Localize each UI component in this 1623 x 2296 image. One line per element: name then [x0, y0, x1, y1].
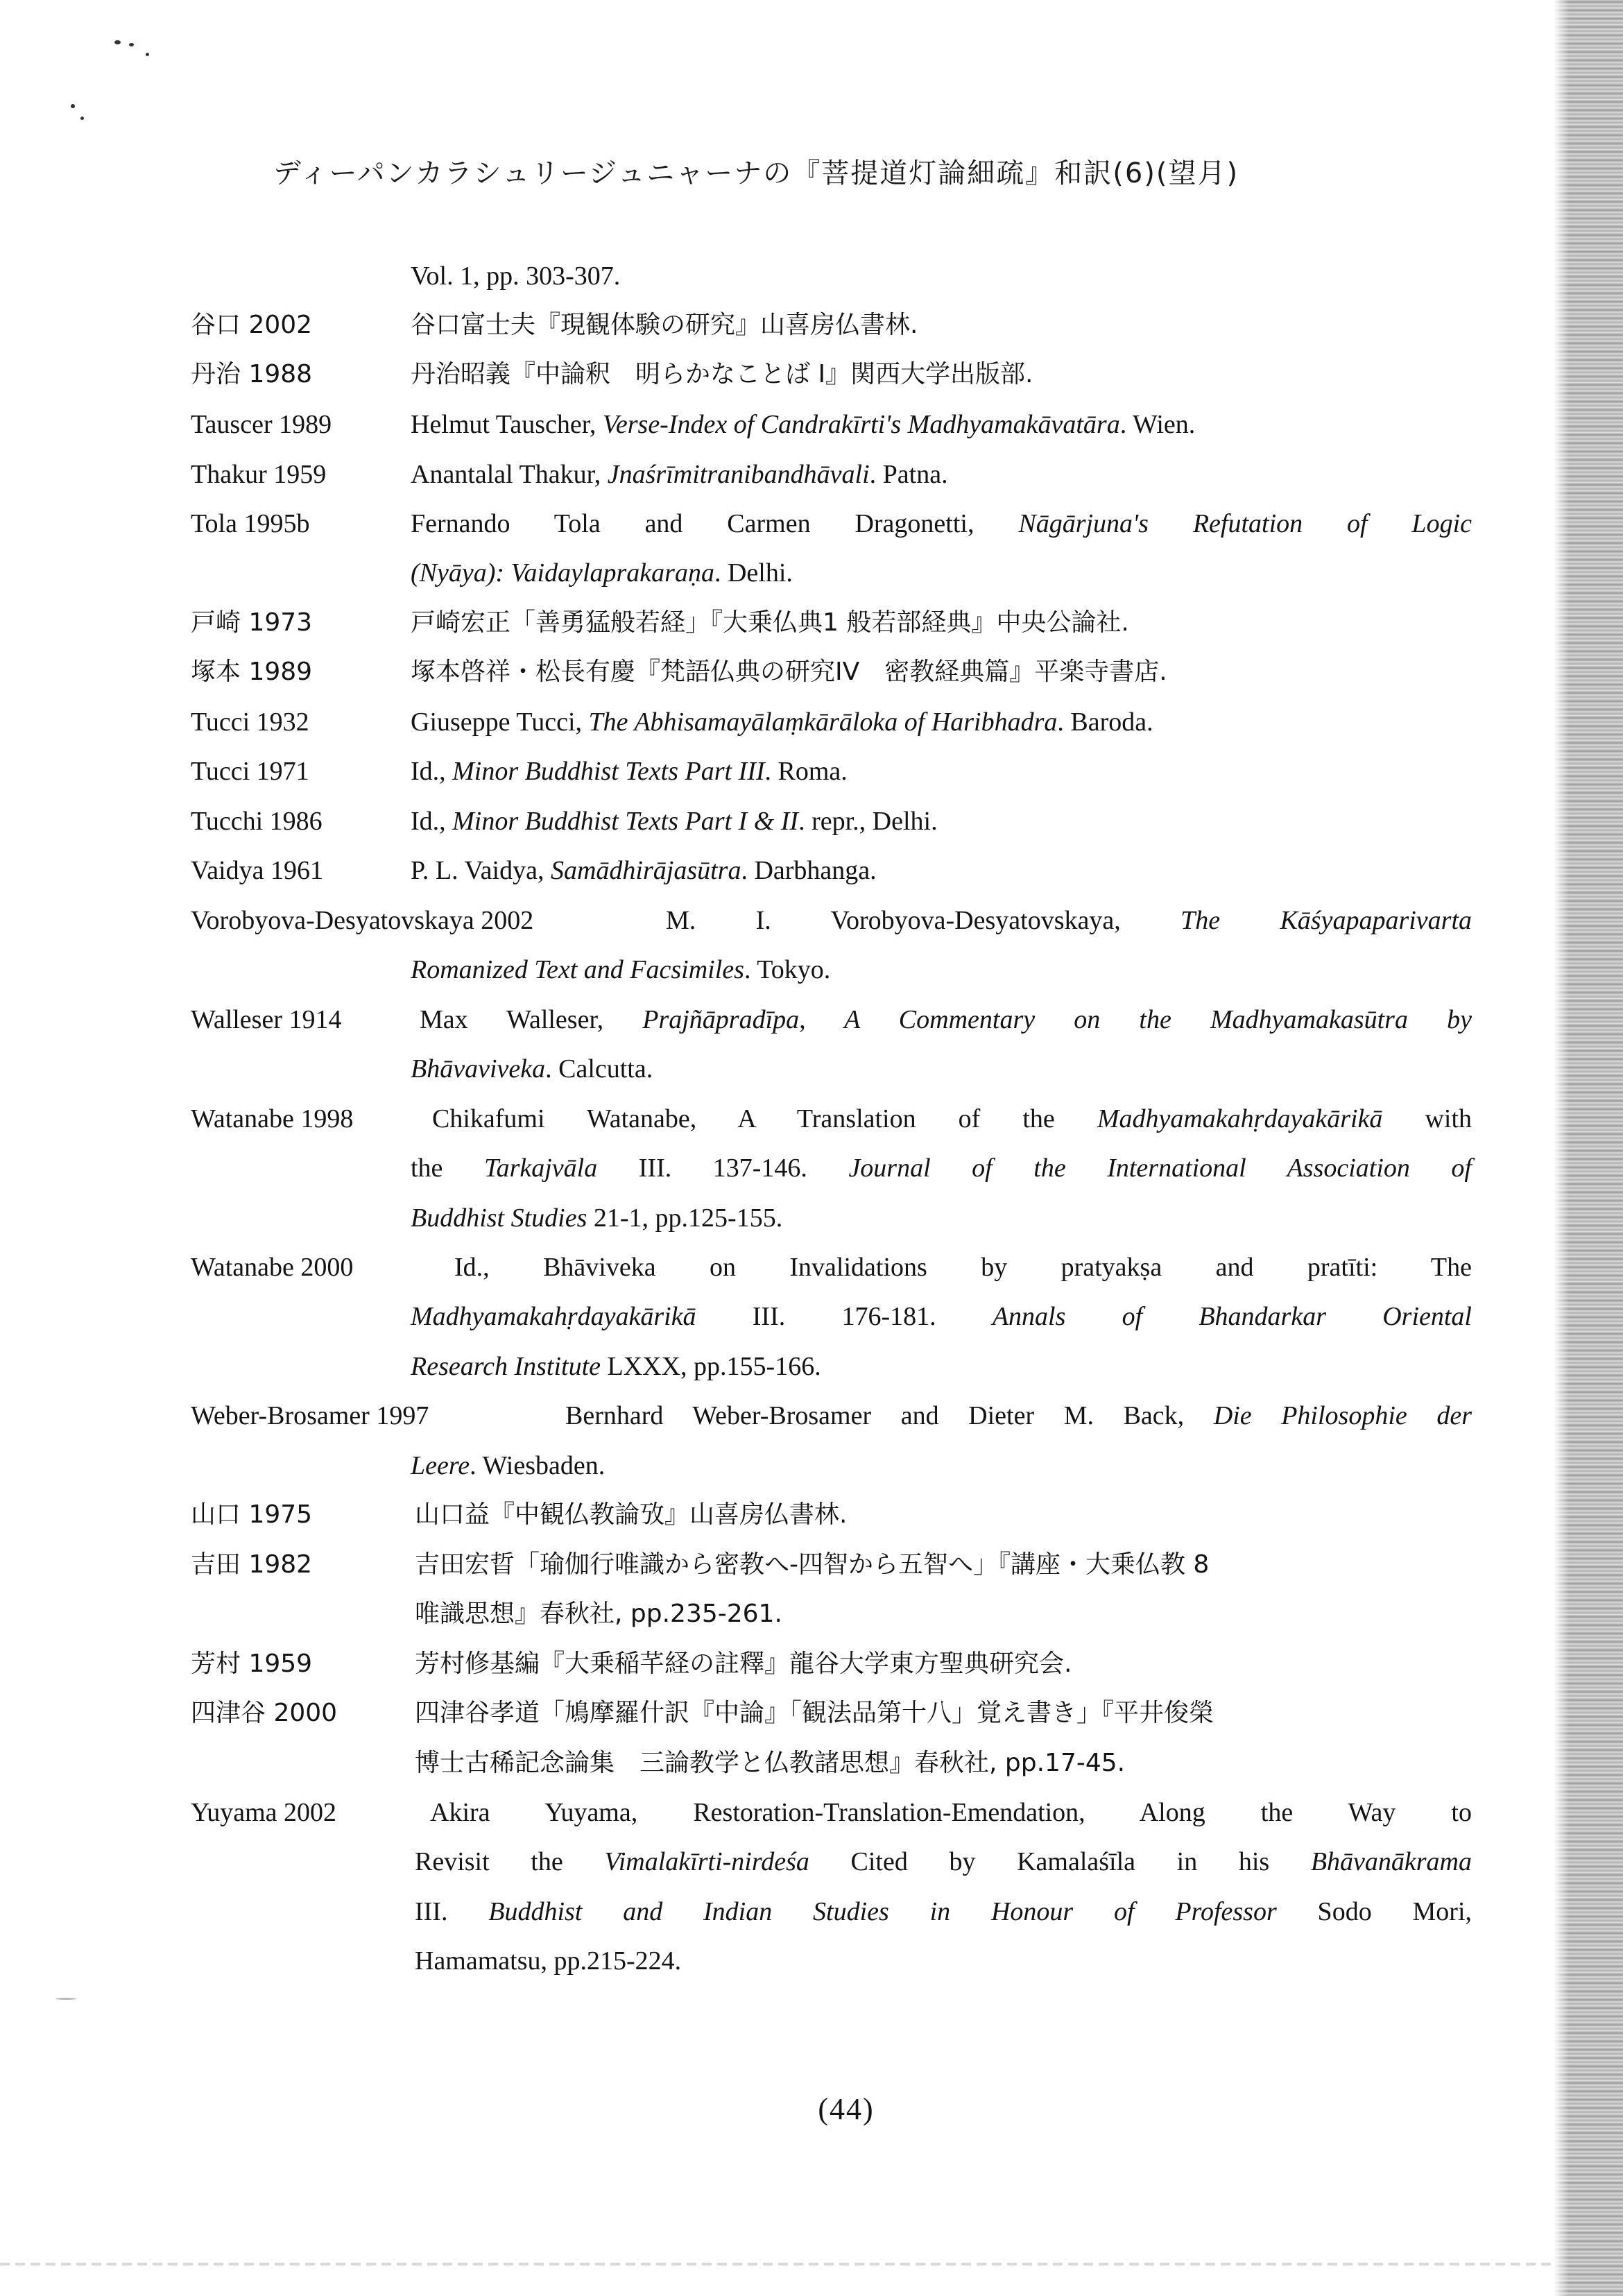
- entry-text: P. L. Vaidya, Samādhirājasūtra. Darbhanga.: [411, 856, 877, 885]
- entry-text: Research Institute LXXX, pp.155-166.: [411, 1352, 821, 1381]
- entry-key: Yuyama 2002: [191, 1798, 337, 1827]
- running-header: ディーパンカラシュリージュニャーナの『菩提道灯論細疏』和訳(6)(望月): [273, 157, 1239, 189]
- entry-text: M. I. Vorobyova-Desyatovskaya, The Kāśyapaparivarta: [666, 906, 1472, 935]
- scan-speck: [114, 40, 121, 44]
- scan-speck: [146, 53, 149, 56]
- entry-key: Tucchi 1986: [191, 807, 323, 836]
- entry-text: III. Buddhist and Indian Studies in Honour of Professor Sodo Mori,: [415, 1897, 1472, 1926]
- scan-edge-shadow: [1554, 0, 1623, 2296]
- entry-text: Chikafumi Watanabe, A Translation of the Madhyamakahṛdayakārikā with: [432, 1104, 1472, 1133]
- entry-text: Buddhist Studies 21-1, pp.125-155.: [411, 1203, 783, 1233]
- entry-text: (Nyāya): Vaidaylaprakaraṇa. Delhi.: [411, 558, 793, 588]
- entry-text: Id., Minor Buddhist Texts Part I & II. repr., Delhi.: [411, 807, 938, 836]
- entry-key: Vorobyova-Desyatovskaya 2002: [191, 906, 534, 935]
- entry-text: Leere. Wiesbaden.: [411, 1451, 606, 1480]
- scan-bottom-rule: [0, 2263, 1554, 2265]
- entry-key: Vaidya 1961: [191, 856, 324, 885]
- entry-text: Hamamatsu, pp.215-224.: [415, 1946, 682, 1976]
- entry-text: Helmut Tauscher, Verse-Index of Candrakīrti's Madhyamakāvatāra. Wien.: [411, 410, 1196, 439]
- entry-key: Weber-Brosamer 1997: [191, 1401, 429, 1430]
- scan-speck: [55, 1998, 76, 2000]
- entry-key: Watanabe 2000: [191, 1253, 354, 1282]
- entry-text: Vol. 1, pp. 303-307.: [411, 262, 621, 291]
- entry-key: 谷口 2002: [191, 311, 313, 339]
- entry-key: 戸崎 1973: [191, 608, 313, 637]
- entry-text: Romanized Text and Facsimiles. Tokyo.: [411, 955, 831, 984]
- entry-key: Tucci 1971: [191, 757, 309, 786]
- entry-text: 唯識思想』春秋社, pp.235-261.: [415, 1600, 782, 1628]
- entry-text: Id., Bhāviveka on Invalidations by pratyakṣa and pratīti: The: [454, 1253, 1472, 1282]
- entry-text: 谷口富士夫『現観体験の研究』山喜房仏書林.: [411, 311, 918, 339]
- entry-key: 丹治 1988: [191, 360, 313, 388]
- entry-text: 戸崎宏正「善勇猛般若経」『大乗仏典1 般若部経典』中央公論社.: [411, 608, 1129, 637]
- entry-text: 塚本啓祥・松長有慶『梵語仏典の研究IV 密教経典篇』平楽寺書店.: [411, 658, 1167, 686]
- entry-text: the Tarkajvāla III. 137-146. Journal of the International Association of: [411, 1154, 1472, 1183]
- entry-key: 山口 1975: [191, 1500, 313, 1529]
- entry-text: Giuseppe Tucci, The Abhisamayālaṃkārāloka of Haribhadra. Baroda.: [411, 708, 1153, 737]
- entry-key: Thakur 1959: [191, 460, 327, 489]
- entry-key: Tucci 1932: [191, 708, 309, 737]
- entry-text: Revisit the Vimalakīrti-nirdeśa Cited by Kamalaśīla in his Bhāvanākrama: [415, 1847, 1472, 1876]
- entry-text: 吉田宏晢「瑜伽行唯識から密教へ-四智から五智へ」『講座・大乗仏教 8: [415, 1550, 1210, 1579]
- entry-text: Fernando Tola and Carmen Dragonetti, Nāgārjuna's Refutation of Logic: [411, 509, 1472, 538]
- entry-text: Anantalal Thakur, Jnaśrīmitranibandhāvali. Patna.: [411, 460, 948, 489]
- scan-speck: [129, 43, 134, 46]
- entry-key: 芳村 1959: [191, 1650, 313, 1678]
- entry-text: Max Walleser, Prajñāpradīpa, A Commentary on the Madhyamakasūtra by: [420, 1005, 1472, 1034]
- entry-key: Tola 1995b: [191, 509, 310, 538]
- entry-text: Bhāvaviveka. Calcutta.: [411, 1054, 653, 1083]
- entry-text: Bernhard Weber-Brosamer and Dieter M. Back, Die Philosophie der: [565, 1401, 1472, 1430]
- scan-speck: [71, 104, 75, 108]
- entry-text: Madhyamakahṛdayakārikā III. 176-181. Annals of Bhandarkar Oriental: [411, 1302, 1472, 1331]
- entry-text: Akira Yuyama, Restoration-Translation-Emendation, Along the Way to: [430, 1798, 1472, 1827]
- scan-speck: [80, 117, 84, 120]
- entry-key: 四津谷 2000: [191, 1699, 338, 1727]
- entry-text: 丹治昭義『中論釈 明らかなことば I』関西大学出版部.: [411, 360, 1033, 388]
- entry-key: Walleser 1914: [191, 1005, 342, 1034]
- entry-text: Id., Minor Buddhist Texts Part III. Roma.: [411, 757, 848, 786]
- entry-text: 山口益『中観仏教論攷』山喜房仏書林.: [415, 1500, 848, 1529]
- entry-text: 芳村修基編『大乗稲芊経の註釋』龍谷大学東方聖典研究会.: [415, 1650, 1072, 1678]
- entry-key: 塚本 1989: [191, 658, 313, 686]
- entry-text: 四津谷孝道「鳩摩羅什訳『中論』「観法品第十八」覚え書き」『平井俊榮: [415, 1699, 1214, 1727]
- entry-text: 博士古稀記念論集 三論教学と仏教諸思想』春秋社, pp.17-45.: [415, 1749, 1126, 1777]
- entry-key: Watanabe 1998: [191, 1104, 354, 1133]
- entry-key: Tauscer 1989: [191, 410, 332, 439]
- page-number: (44): [818, 2092, 875, 2126]
- entry-key: 吉田 1982: [191, 1550, 313, 1579]
